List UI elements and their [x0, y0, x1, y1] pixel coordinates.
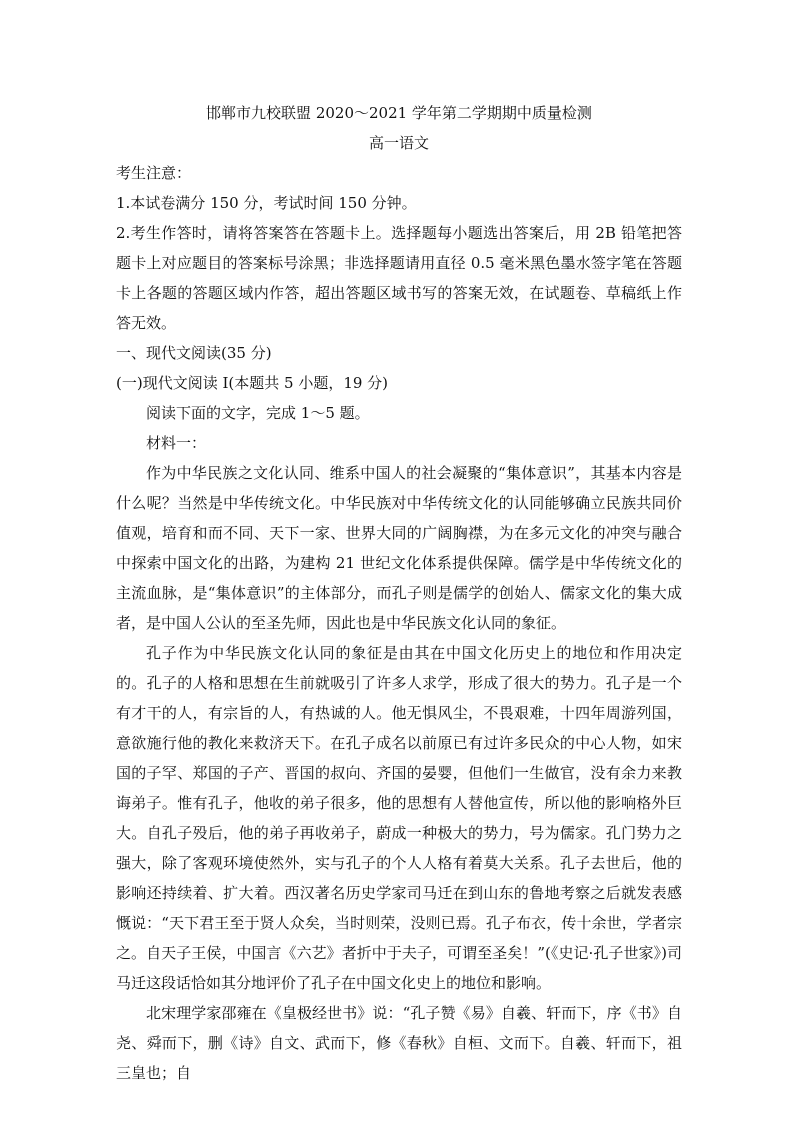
exam-subject: 高一语文: [368, 134, 429, 152]
material-label: 材料一：: [146, 434, 207, 452]
reading-instruction: 阅读下面的文字，完成 1～5 题。: [146, 404, 370, 422]
notice-item-1: 1.本试卷满分 150 分，考试时间 150 分钟。: [116, 194, 417, 212]
exam-title: 邯郸市九校联盟 2020～2021 学年第二学期期中质量检测: [206, 104, 592, 122]
exam-page: [116, 98, 682, 1088]
notice-item-2: 2.考生作答时，请将答案答在答题卡上。选择题每小题选出答案后，用 2B 铅笔把答题卡上对应题目的答案标号涂黑；非选择题请用直径 0.5 毫米黑色墨水签字笔在答题卡上各题的答题区域内作答，超出答题区域书写的答案无效，在试题卷、草稿纸上作答无效。: [116, 224, 682, 332]
subsection-heading: (一)现代文阅读 I(本题共 5 小题，19 分): [116, 374, 389, 392]
notice-heading: 考生注意：: [116, 164, 192, 182]
paragraph-2: 孔子作为中华民族文化认同的象征是由其在中国文化历史上的地位和作用决定的。孔子的人格和思想在生前就吸引了许多人求学，形成了很大的势力。孔子是一个有才干的人，有宗旨的人，有热诚的人。他无惧风尘，不畏艰难，十四年周游列国，意欲施行他的教化来救济天下。在孔子成名以前原已有过许多民众的中心人物，如宋国的子罕、郑国的子产、晋国的叔向、齐国的晏婴，但他们一生做官，没有余力来教诲弟子。惟有孔子，他收的弟子很多，他的思想有人替他宣传，所以他的影响格外巨大。自孔子殁后，他的弟子再收弟子，蔚成一种极大的势力，号为儒家。孔门势力之强大，除了客观环境使然外，实与孔子的个人人格有着莫大关系。孔子去世后，他的影响还持续着、扩大着。西汉著名历史学家司马迁在到山东的鲁地考察之后就发表感慨说：“天下君王至于贤人众矣，当时则荣，没则已焉。孔子布衣，传十余世，学者宗之。自天子王侯，中国言《六艺》者折中于夫子，可谓至圣矣！”(《史记·孔子世家》)司马迁这段话恰如其分地评价了孔子在中国文化史上的地位和影响。: [116, 644, 682, 992]
section-heading: 一、现代文阅读(35 分): [116, 344, 272, 362]
paragraph-3: 北宋理学家邵雍在《皇极经世书》说：“孔子赞《易》自羲、轩而下，序《书》自尧、舜而下，删《诗》自文、武而下，修《春秋》自桓、文而下。自羲、轩而下，祖三皇也；自: [116, 1004, 682, 1082]
paragraph-1: 作为中华民族之文化认同、维系中国人的社会凝聚的“集体意识”，其基本内容是什么呢？当然是中华传统文化。中华民族对中华传统文化的认同能够确立民族共同价值观，培育和而不同、天下一家、世界大同的广阔胸襟，为在多元文化的冲突与融合中探索中国文化的出路，为建构 21 世纪文化体系提供保障。儒学是中华传统文化的主流血脉，是“集体意识”的主体部分，而孔子则是儒学的创始人、儒家文化的集大成者，是中国人公认的至圣先师，因此也是中华民族文化认同的象征。: [116, 464, 682, 632]
